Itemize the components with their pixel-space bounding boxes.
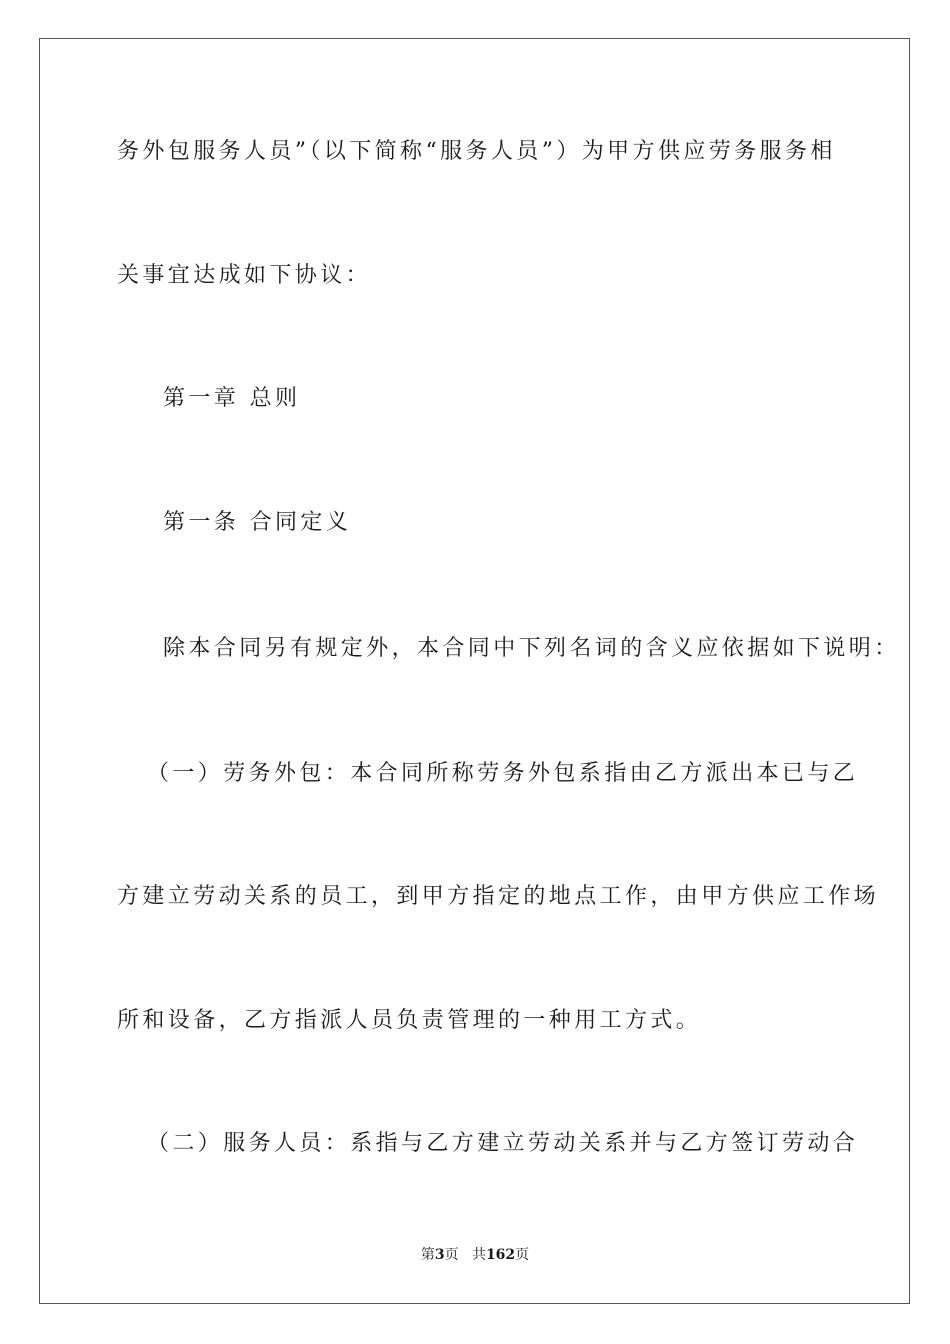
body-text-line: （二）服务人员：系指与乙方建立劳动关系并与乙方签订劳动合: [147, 1131, 859, 1156]
total-pages: 162: [485, 1247, 516, 1263]
body-text-line: 方建立劳动关系的员工，到甲方指定的地点工作，由甲方供应工作场: [117, 884, 880, 909]
body-text-line: 除本合同另有规定外，本合同中下列名词的含义应依据如下说明：: [163, 636, 900, 661]
chapter-heading: 第一章 总则: [163, 386, 301, 411]
body-text-line: 务外包服务人员”（以下简称“服务人员”）为甲方供应劳务服务相: [117, 139, 836, 164]
body-text-line: 关事宜达成如下协议：: [117, 263, 372, 288]
body-text-line: 所和设备，乙方指派人员负责管理的一种用工方式。: [117, 1008, 702, 1033]
article-heading: 第一条 合同定义: [163, 510, 352, 535]
page-suffix: 页: [444, 1247, 459, 1263]
body-text-line: （一）劳务外包：本合同所称劳务外包系指由乙方派出本已与乙: [147, 761, 859, 786]
page-footer: [0, 1248, 950, 1262]
total-prefix: 共: [471, 1247, 486, 1263]
page-border: [39, 38, 910, 1304]
page-prefix: 第: [420, 1247, 435, 1263]
total-suffix: 页: [515, 1247, 530, 1263]
page-number: 3: [434, 1247, 445, 1263]
